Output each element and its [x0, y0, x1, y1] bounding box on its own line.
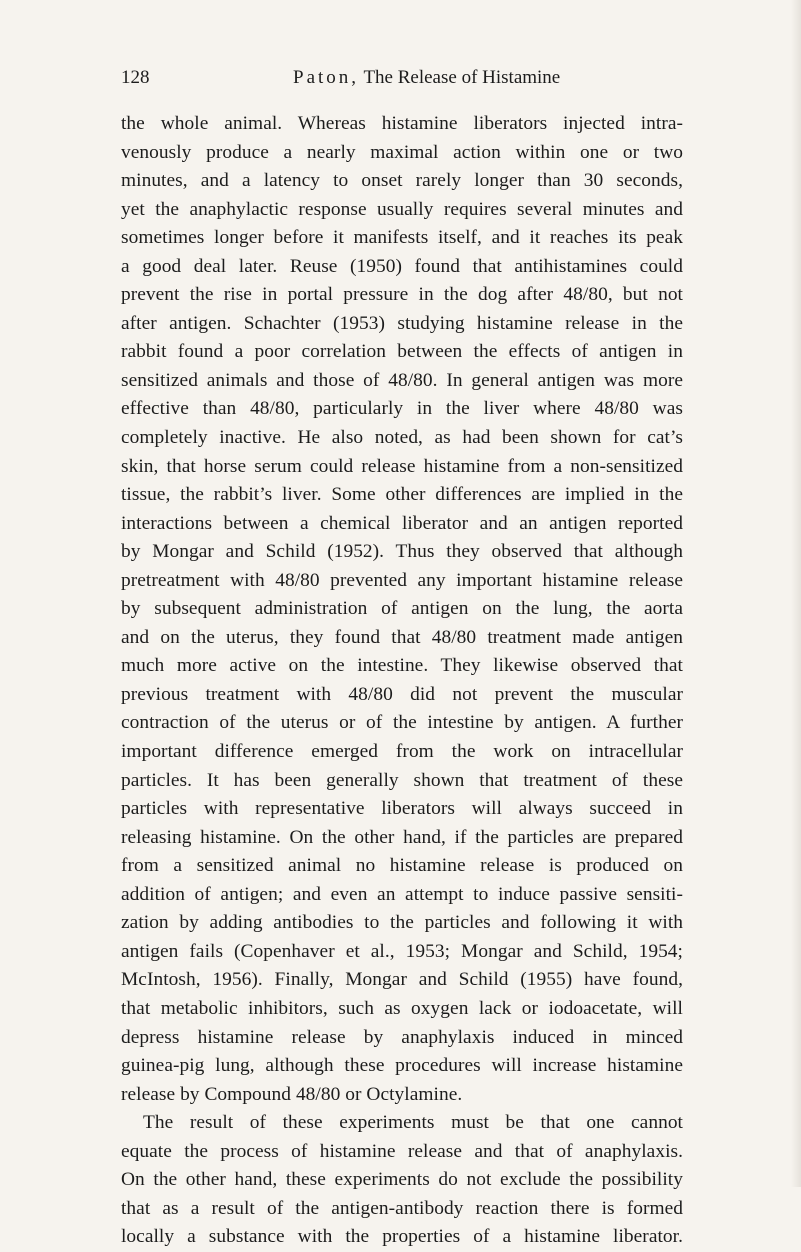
page-edge-shadow [791, 0, 801, 1187]
text-line: from a sensitized animal no histamine release is produced on [121, 855, 683, 877]
text-line: the whole animal. Whereas histamine liberators injected intra- [121, 113, 683, 134]
running-head [121, 66, 681, 90]
text-line: that metabolic inhibitors, such as oxygen lack or iodoacetate, will [121, 997, 683, 1019]
text-line: that as a result of the antigen-antibody reaction there is formed [121, 1197, 683, 1219]
text-line: zation by adding antibodies to the particles and following it with [121, 912, 683, 934]
text-line: previous treatment with 48/80 did not prevent the muscular [121, 683, 683, 705]
text-line: rabbit found a poor correlation between the effects of antigen in [121, 341, 683, 363]
page-number: 128 [121, 67, 150, 88]
text-line: important difference emerged from the work on intracellular [121, 741, 683, 763]
text-line: minutes, and a latency to onset rarely longer than 30 seconds, [121, 170, 683, 192]
text-line: depress histamine release by anaphylaxis induced in minced [121, 1026, 683, 1048]
text-line: McIntosh, 1956). Finally, Mongar and Schild (1955) have found, [121, 969, 683, 991]
text-line: prevent the rise in portal pressure in the dog after 48/80, but not [121, 284, 683, 306]
text-line: equate the process of histamine release and that of anaphylaxis. [121, 1140, 683, 1162]
text-line: particles. It has been generally shown that treatment of these [121, 769, 683, 791]
paragraph-start-line: The result of these experiments must be that one cannot [143, 1112, 683, 1134]
text-line: much more active on the intestine. They likewise observed that [121, 655, 683, 677]
text-line: contraction of the uterus or of the intestine by antigen. A further [121, 712, 683, 734]
text-line: by Mongar and Schild (1952). Thus they observed that although [121, 541, 683, 563]
text-line: yet the anaphylactic response usually requires several minutes and [121, 198, 683, 220]
text-line: effective than 48/80, particularly in the liver where 48/80 was [121, 398, 683, 420]
text-line: antigen fails (Copenhaver et al., 1953; Mongar and Schild, 1954; [121, 940, 683, 962]
text-line: by subsequent administration of antigen on the lung, the aorta [121, 598, 683, 620]
text-line: interactions between a chemical liberator and an antigen reported [121, 512, 683, 534]
text-line: releasing histamine. On the other hand, if the particles are prepared [121, 826, 683, 848]
text-line: On the other hand, these experiments do not exclude the possibility [121, 1169, 683, 1191]
running-head-author: Paton, [293, 67, 360, 88]
text-line: a good deal later. Reuse (1950) found that antihistamines could [121, 255, 683, 277]
text-line: addition of antigen; and even an attempt to induce passive sensiti- [121, 883, 683, 905]
text-line: after antigen. Schachter (1953) studying histamine release in the [121, 312, 683, 334]
text-line: locally a substance with the properties of a histamine liberator. [121, 1226, 683, 1248]
text-line: pretreatment with 48/80 prevented any important histamine release [121, 569, 683, 591]
text-line: particles with representative liberators will always succeed in [121, 798, 683, 820]
text-line: tissue, the rabbit’s liver. Some other differences are implied in the [121, 484, 683, 506]
paragraph-end-line: release by Compound 48/80 or Octylamine. [121, 1083, 463, 1105]
text-line: and on the uterus, they found that 48/80 treatment made antigen [121, 626, 683, 648]
text-line: sensitized animals and those of 48/80. In general antigen was more [121, 369, 683, 391]
text-line: venously produce a nearly maximal action within one or two [121, 141, 683, 163]
text-line: sometimes longer before it manifests itself, and it reaches its peak [121, 227, 683, 249]
text-line: skin, that horse serum could release histamine from a non-sensitized [121, 455, 683, 477]
text-line: completely inactive. He also noted, as had been shown for cat’s [121, 427, 683, 449]
text-line: guinea-pig lung, although these procedures will increase histamine [121, 1055, 683, 1077]
body-text [121, 110, 683, 1252]
running-head-title: The Release of Histamine [363, 67, 561, 88]
